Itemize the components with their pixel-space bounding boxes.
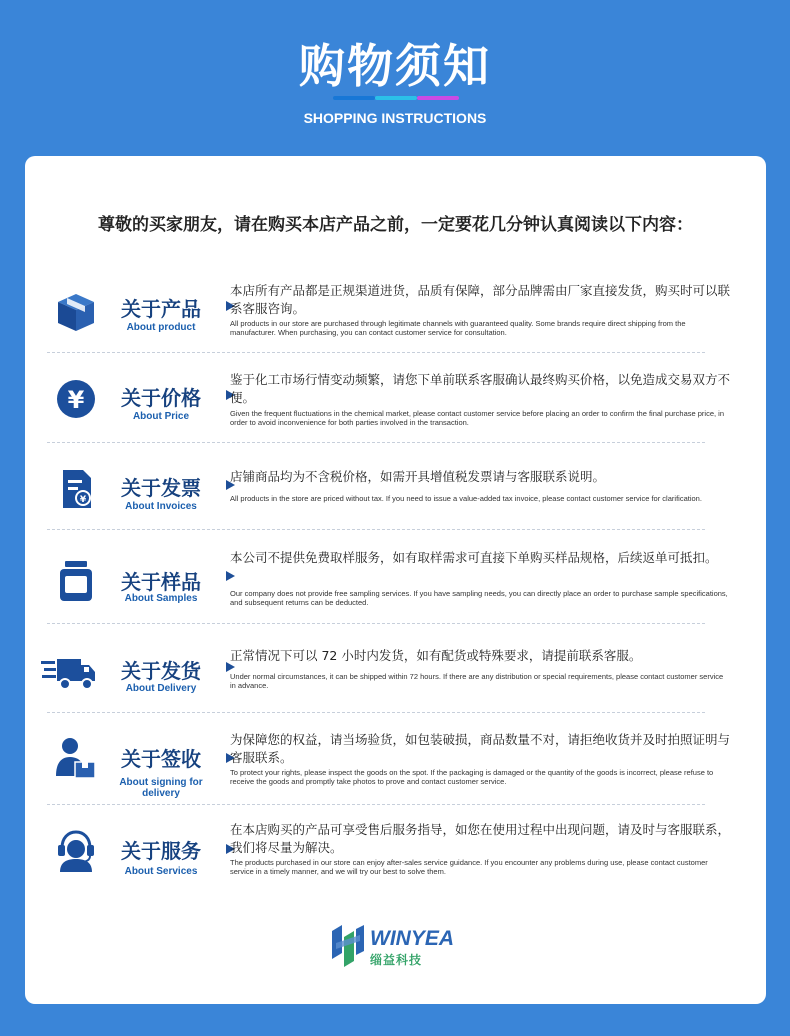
sample-jar-icon [53,558,99,604]
section-invoices-desc: 店铺商品均为不含税价格，如需开具增值税发票请与客服联系说明。 [230,469,606,484]
section-delivery-title: 关于发货 [121,659,201,683]
section-signing-desc-en: To protect your rights, please inspect the goods on the spot. If the packaging is damaged or the quantity of the goods is incorrect, please refuse to receive the goods and promptly take photos to prove and contact customer service. [230,768,714,786]
section-samples-desc-en: Our company does not provide free sampling services. If you have sampling needs, you can directly place an order to purchase sample specifications, and subsequent returns can be deducted. [230,589,728,607]
instructions-card [25,156,766,1004]
section-signing-subtitle: About signing for delivery [119,777,203,799]
accent-bar-blue [333,96,375,100]
section-price-subtitle: About Price [132,411,190,422]
section-delivery [53,641,733,711]
yen-icon [53,376,99,422]
page-header [0,0,790,150]
section-invoices-title: 关于发票 [121,476,201,500]
section-services-subtitle: About Services [124,866,198,877]
section-price-desc-en: Given the frequent fluctuations in the chemical market, please contact customer service before placing an order to confirm the final purchase price, in order to avoid inconvenience for both parties involved in the transaction. [230,409,725,427]
section-product-title: 关于产品 [121,297,201,321]
invoice-icon [53,466,99,512]
section-services-desc-en: The products purchased in our store can enjoy after-sales service guidance. If you encounter any problems during use, please contact customer service in a timely manner, and we will try our best to solve them. [230,858,708,876]
divider [47,442,705,443]
section-samples-title: 关于样品 [121,570,201,594]
section-delivery-subtitle: About Delivery [125,683,197,694]
section-signing-desc: 为保障您的权益，请当场验货，如包装破损，商品数量不对，请拒绝收货并及时拍照证明与客服联系。 [230,732,731,765]
section-product-subtitle: About product [126,322,196,333]
divider [47,529,705,530]
brand-logo [330,921,470,971]
svg-text:¥: ¥ [67,386,85,414]
section-price-title: 关于价格 [121,386,201,410]
section-invoices [53,456,733,526]
page-subtitle: SHOPPING INSTRUCTIONS [303,110,487,126]
courier-signing-icon [53,736,99,782]
divider [47,712,705,713]
section-signing-title: 关于签收 [121,747,201,771]
section-delivery-desc: 正常情况下可以 72 小时内发货，如有配货或特殊要求，请提前联系客服。 [230,648,642,663]
section-product [53,276,733,346]
section-product-desc-en: All products in our store are purchased through legitimate channels with guaranteed quality. Some brands require direct shipping from the manufacturer. When purchasing, you can contact customer service for consultation. [230,319,686,337]
customer-service-headset-icon [53,828,99,874]
section-samples-subtitle: About Samples [124,593,198,604]
logo-name-cn: 缁益科技 [370,953,423,967]
section-invoices-subtitle: About Invoices [125,501,197,512]
accent-bar-purple [417,96,459,100]
accent-bar-cyan [375,96,417,100]
logo-name-en: WINYEA [370,927,454,950]
divider [47,804,705,805]
section-samples-desc: 本公司不提供免费取样服务，如有取样需求可直接下单购买样品规格，后续返单可抵扣。 [230,550,718,565]
section-price [53,366,733,436]
delivery-truck-icon [41,651,97,697]
box-icon [53,289,99,335]
section-services-title: 关于服务 [121,839,201,863]
arrow-icon [226,571,235,581]
section-invoices-desc-en: All products in the store are priced without tax. If you need to issue a value-added tax invoice, please contact customer service for clarification. [230,494,702,503]
section-product-desc: 本店所有产品都是正规渠道进货，品质有保障，部分品牌需由厂家直接发货，购买时可以联系客服咨询。 [230,283,731,316]
page-title: 购物须知 [299,39,491,93]
divider [47,352,705,353]
section-delivery-desc-en: Under normal circumstances, it can be shipped within 72 hours. If there are any distribution or special requirements, please contact customer service in advance. [230,672,724,690]
section-price-desc: 鉴于化工市场行情变动频繁，请您下单前联系客服确认最终购买价格，以免造成交易双方不便。 [230,372,731,405]
section-samples [53,546,733,616]
svg-text:¥: ¥ [79,495,87,505]
intro-text: 尊敬的买家朋友，请在购买本店产品之前，一定要花几分钟认真阅读以下内容： [98,215,693,235]
divider [47,623,705,624]
section-services-desc: 在本店购买的产品可享受售后服务指导，如您在使用过程中出现问题，请及时与客服联系，我们将尽量为解决。 [230,822,731,855]
section-services [53,818,733,888]
section-signing [53,726,733,806]
winyea-logo-icon [330,923,366,969]
